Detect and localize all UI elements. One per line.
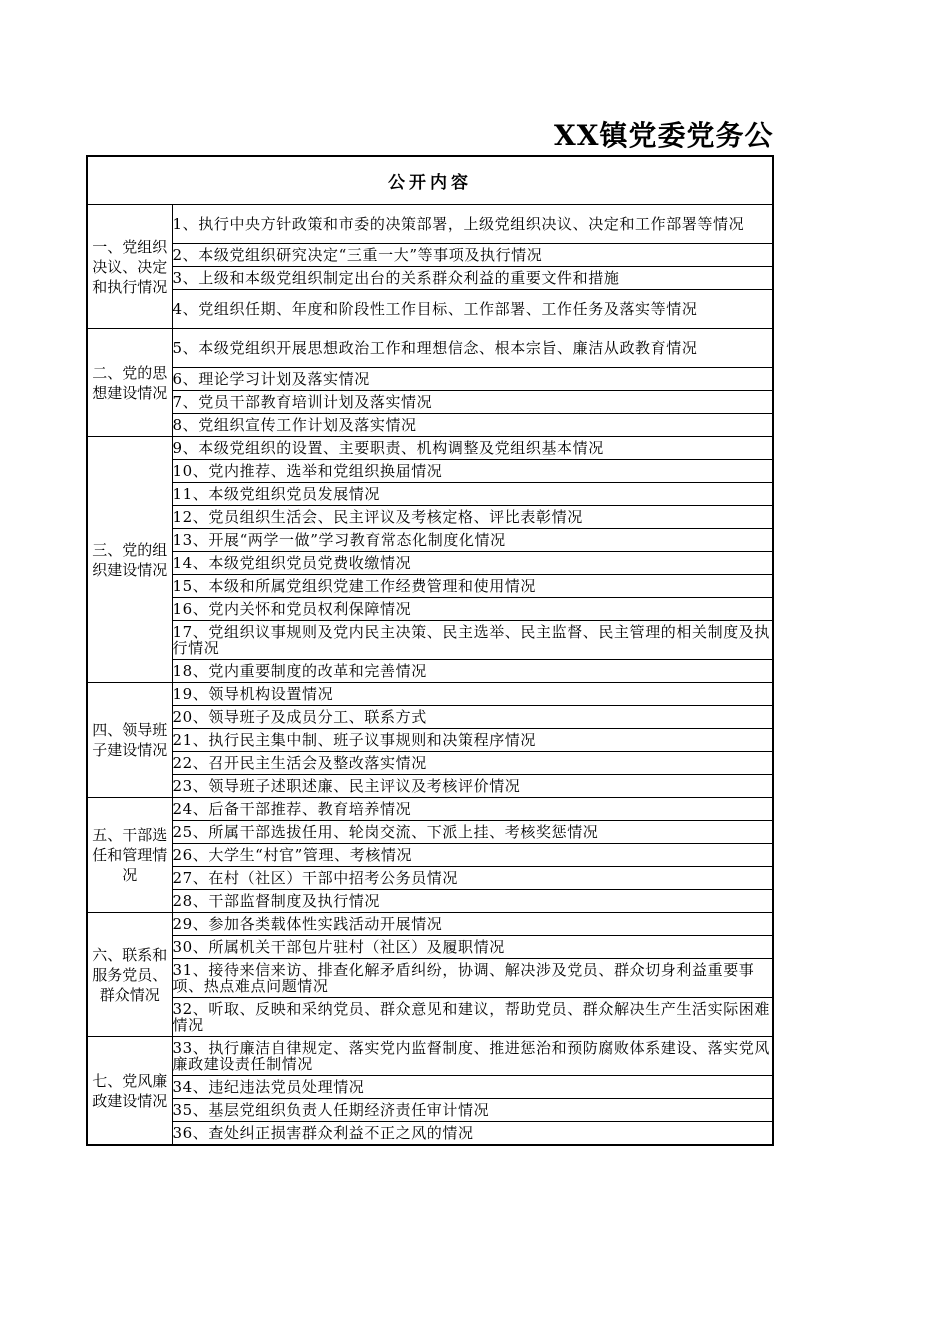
table-row [87,844,773,867]
item-cell: 3、上级和本级党组织制定出台的关系群众利益的重要文件和措施 [172,267,773,290]
item-cell: 19、领导机构设置情况 [172,683,773,706]
table-row [87,437,773,460]
item-cell: 27、在村（社区）干部中招考公务员情况 [172,867,773,890]
table-row [87,290,773,329]
category-cell: 四、领导班子建设情况 [87,683,172,798]
category-cell: 一、党组织决议、决定和执行情况 [87,205,172,329]
table-row [87,752,773,775]
table-row [87,683,773,706]
page-title: XX镇党委党务公 [554,119,774,152]
item-cell: 31、接待来信来访、排查化解矛盾纠纷，协调、解决涉及党员、群众切身利益重要事项、热点难点问题情况 [172,959,773,998]
table-header: 公开内容 [87,156,773,205]
category-cell: 五、干部选任和管理情况 [87,798,172,913]
table-row [87,552,773,575]
header-row [87,156,773,205]
title-clip [0,108,776,156]
table-row [87,821,773,844]
table-row [87,205,773,244]
item-cell: 34、违纪违法党员处理情况 [172,1076,773,1099]
table-row [87,706,773,729]
item-cell: 8、党组织宣传工作计划及落实情况 [172,414,773,437]
item-cell: 4、党组织任期、年度和阶段性工作目标、工作部署、工作任务及落实等情况 [172,290,773,329]
item-cell: 10、党内推荐、选举和党组织换届情况 [172,460,773,483]
item-cell: 36、查处纠正损害群众利益不正之风的情况 [172,1122,773,1146]
table-row [87,414,773,437]
table-row [87,460,773,483]
table-row [87,959,773,998]
table-row [87,1037,773,1076]
category-cell: 三、党的组织建设情况 [87,437,172,683]
item-cell: 7、党员干部教育培训计划及落实情况 [172,391,773,414]
item-cell: 25、所属干部选拔任用、轮岗交流、下派上挂、考核奖惩情况 [172,821,773,844]
table-row [87,998,773,1037]
item-cell: 15、本级和所属党组织党建工作经费管理和使用情况 [172,575,773,598]
table-row [87,1122,773,1146]
item-cell: 5、本级党组织开展思想政治工作和理想信念、根本宗旨、廉洁从政教育情况 [172,329,773,368]
table-row [87,329,773,368]
table-row [87,368,773,391]
category-cell: 七、党风廉政建设情况 [87,1037,172,1146]
table-row [87,1076,773,1099]
table-row [87,391,773,414]
item-cell: 9、本级党组织的设置、主要职责、机构调整及党组织基本情况 [172,437,773,460]
table-body [87,205,773,1146]
table-row [87,575,773,598]
table-row [87,598,773,621]
item-cell: 23、领导班子述职述廉、民主评议及考核评价情况 [172,775,773,798]
item-cell: 14、本级党组织党员党费收缴情况 [172,552,773,575]
item-cell: 6、理论学习计划及落实情况 [172,368,773,391]
item-cell: 11、本级党组织党员发展情况 [172,483,773,506]
item-cell: 1、执行中央方针政策和市委的决策部署，上级党组织决议、决定和工作部署等情况 [172,205,773,244]
item-cell: 17、党组织议事规则及党内民主决策、民主选举、民主监督、民主管理的相关制度及执行情况 [172,621,773,660]
table-row [87,936,773,959]
table-row [87,890,773,913]
item-cell: 21、执行民主集中制、班子议事规则和决策程序情况 [172,729,773,752]
table-row [87,798,773,821]
item-cell: 32、听取、反映和采纳党员、群众意见和建议，帮助党员、群众解决生产生活实际困难情况 [172,998,773,1037]
table-row [87,244,773,267]
item-cell: 2、本级党组织研究决定“三重一大”等事项及执行情况 [172,244,773,267]
table-row [87,267,773,290]
category-cell: 二、党的思想建设情况 [87,329,172,437]
item-cell: 18、党内重要制度的改革和完善情况 [172,660,773,683]
item-cell: 33、执行廉洁自律规定、落实党内监督制度、推进惩治和预防腐败体系建设、落实党风廉政建设责任制情况 [172,1037,773,1076]
item-cell: 35、基层党组织负责人任期经济责任审计情况 [172,1099,773,1122]
table-row [87,775,773,798]
table-row [87,1099,773,1122]
table-row [87,729,773,752]
item-cell: 28、干部监督制度及执行情况 [172,890,773,913]
item-cell: 30、所属机关干部包片驻村（社区）及履职情况 [172,936,773,959]
item-cell: 16、党内关怀和党员权利保障情况 [172,598,773,621]
table-row [87,621,773,660]
item-cell: 24、后备干部推荐、教育培养情况 [172,798,773,821]
category-cell: 六、联系和服务党员、群众情况 [87,913,172,1037]
item-cell: 22、召开民主生活会及整改落实情况 [172,752,773,775]
disclosure-table [86,155,774,1146]
item-cell: 29、参加各类载体性实践活动开展情况 [172,913,773,936]
item-cell: 26、大学生“村官”管理、考核情况 [172,844,773,867]
table-row [87,660,773,683]
table-row [87,867,773,890]
table-row [87,506,773,529]
table-row [87,483,773,506]
item-cell: 20、领导班子及成员分工、联系方式 [172,706,773,729]
item-cell: 13、开展“两学一做”学习教育常态化制度化情况 [172,529,773,552]
table-row [87,529,773,552]
item-cell: 12、党员组织生活会、民主评议及考核定格、评比表彰情况 [172,506,773,529]
table-row [87,913,773,936]
